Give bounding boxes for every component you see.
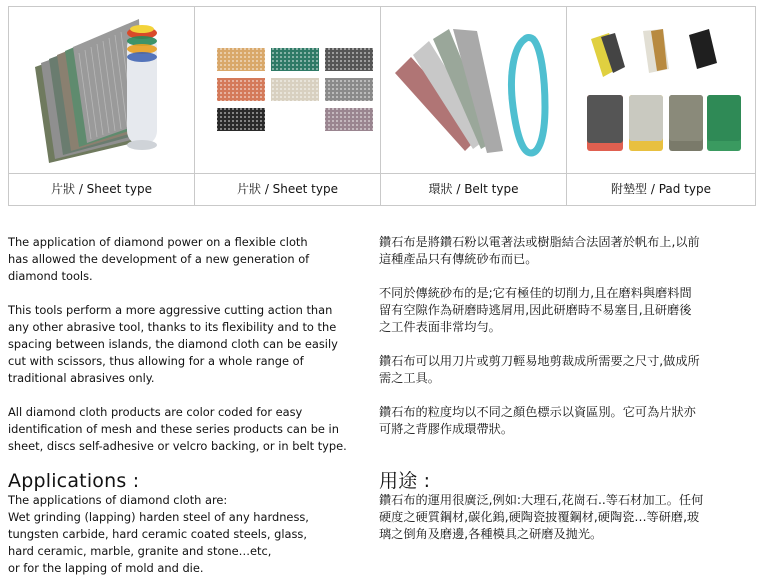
product-caption: 附墊型 / Pad type (611, 182, 711, 196)
en-applications-heading: Applications : (8, 470, 140, 492)
sheet-rolls-image (9, 7, 194, 174)
product-caption: 片狀 / Sheet type (51, 182, 152, 196)
zh-applications-list: 鑽石布的運用很廣泛,例如:大理石,花崗石..等石材加工。任何 硬度之硬質鋼材,碳化鎢,硬陶瓷披覆鋼材,硬陶瓷…等研磨,玻 璃之倒角及磨邊,各種模具之研磨及拋光。 (379, 493, 704, 541)
zh-paragraph-3: 鑽石布可以用刀片或剪刀輕易地剪裁成所需要之尺寸,做成所 需之工具。 (379, 354, 700, 385)
zh-paragraph-4: 鑽石布的粒度均以不同之顏色標示以資區別。它可為片狀亦 可將之背膠作成環帶狀。 (379, 405, 696, 436)
zh-applications-heading: 用途 : (379, 470, 431, 492)
product-cell-belt (381, 7, 567, 205)
product-caption: 環狀 / Belt type (428, 182, 519, 196)
product-cell-sheet-swatches (195, 7, 381, 205)
product-cell-pad (567, 7, 755, 205)
product-grid (8, 6, 756, 206)
sheet-swatches-image (195, 7, 380, 174)
zh-paragraph-2: 不同於傳統砂布的是;它有極佳的切削力,且在磨料與磨料間 留有空隙作為研磨時逃屑用,因此研磨時不易塞目,且研磨後 之工件表面非常均勻。 (379, 286, 692, 334)
en-paragraph-2: This tools perform a more aggressive cutting action than any other abrasive tool, thanks to its flexibility and to the spacing between islands, the diamond cloth can be easily cut with scissors, thus allowing for a whole range of traditional abrasives only. (8, 303, 338, 385)
en-applications-list: The applications of diamond cloth are: Wet grinding (lapping) harden steel of any hardness, tungsten carbide, hard ceramic coated steels, glass, hard ceramic, marble, granite and stone…etc, or for the lapping of mold and die. (8, 493, 309, 575)
belt-image (381, 7, 566, 174)
product-cell-sheet-rolls (9, 7, 195, 205)
pad-image (567, 7, 755, 174)
english-column (8, 234, 368, 577)
en-paragraph-3: All diamond cloth products are color coded for easy identification of mesh and these series products can be in sheet, discs self-adhesive or velcro backing, or in belt type. (8, 405, 347, 453)
en-paragraph-1: The application of diamond power on a flexible cloth has allowed the development of a new generation of diamond tools. (8, 235, 310, 283)
chinese-column (379, 234, 759, 543)
zh-paragraph-1: 鑽石布是將鑽石粉以電著法或樹脂結合法固著於帆布上,以前 這種產品只有傳統砂布而已。 (379, 235, 700, 266)
product-caption: 片狀 / Sheet type (237, 182, 338, 196)
